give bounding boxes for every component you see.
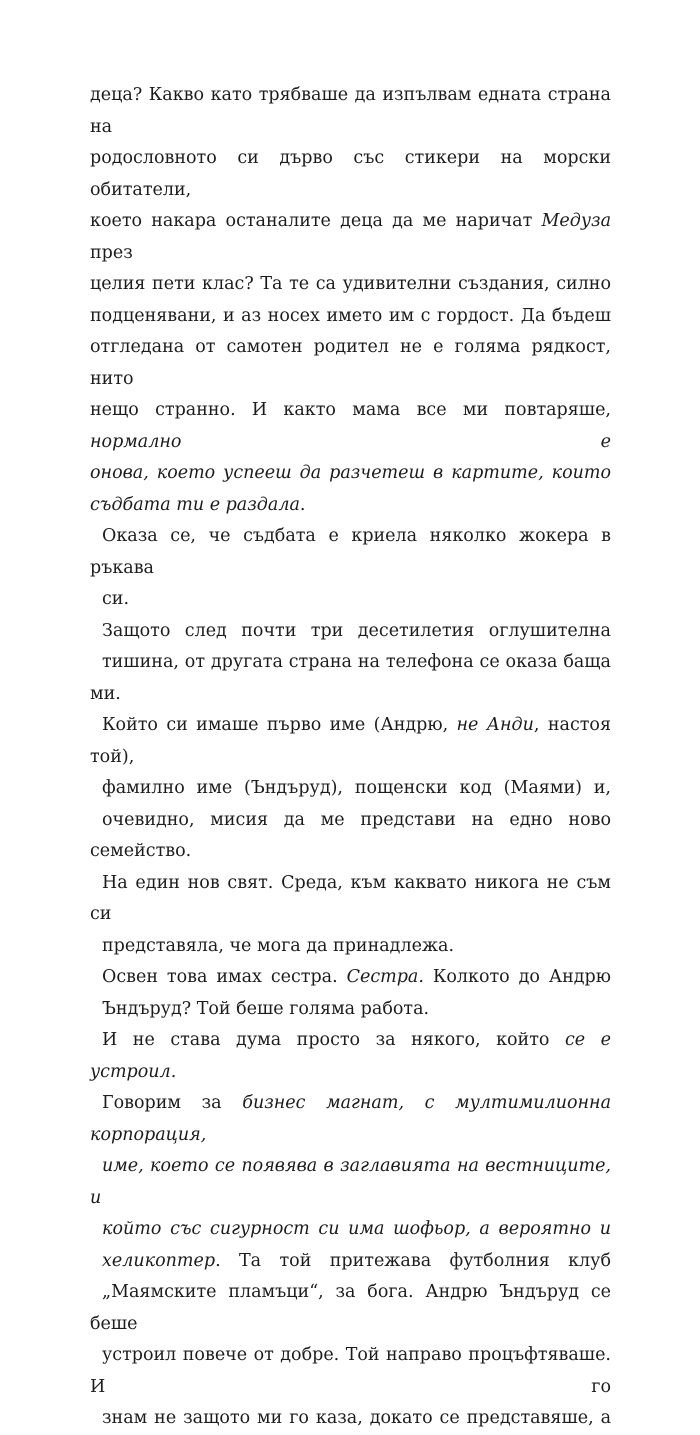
text-line (90, 458, 611, 490)
text-line (90, 994, 611, 1026)
italic-text: нормално е (90, 431, 611, 452)
text-run: фамилно име (Ъндъруд), пощенски код (Маями) и, (102, 778, 611, 798)
italic-text: хеликоптер (102, 1250, 216, 1271)
text-line (90, 80, 611, 143)
paragraph (90, 521, 611, 616)
text-run: Който си имаше първо име (Андрю, (102, 715, 457, 735)
text-run: Колкото до Андрю (423, 967, 611, 987)
italic-text: не Анди (456, 715, 534, 735)
text-line (90, 710, 611, 773)
text-line (90, 143, 611, 206)
text-run: тишина, от другата страна на телефона се оказа баща ми. (90, 652, 611, 704)
text-line (90, 521, 611, 584)
text-line (90, 301, 611, 333)
text-run: представяла, че мога да принадлежа. (102, 935, 455, 956)
paragraph (90, 616, 611, 963)
text-line (90, 1025, 611, 1088)
text-run: На един нов свят. Среда, към каквато никога не съм си (90, 872, 611, 924)
text-line (90, 1214, 611, 1246)
text-line (90, 1340, 611, 1403)
text-line (90, 931, 611, 963)
text-line (90, 962, 611, 994)
text-line (90, 647, 611, 710)
text-run: през (90, 242, 133, 263)
text-line (90, 1088, 611, 1151)
text-run: целия пети клас? Та те са удивителни създания, силно (90, 274, 611, 294)
text-line (90, 868, 611, 931)
text-run: подценявани, и аз носех името им с гордост. Да бъдеш (90, 305, 611, 326)
text-run: Освен това имах сестра. (102, 967, 347, 987)
text-line (90, 490, 611, 522)
italic-text: който със сигурност си има шофьор, а вероятно и (102, 1219, 611, 1239)
text-run: Оказа се, че съдбата е криела няколко жокера в ръкава (90, 526, 611, 578)
text-run: знам не защото ми го каза, докато се представяше, а (102, 1408, 611, 1428)
text-line (90, 1151, 611, 1214)
text-line (90, 395, 611, 458)
text-line (90, 1246, 611, 1278)
text-line (90, 206, 611, 269)
italic-text: онова, което успееш да разчетеш в картите, които (90, 463, 611, 483)
text-run: устроил повече от добре. Той направо процъфтяваше. И го (90, 1345, 611, 1397)
text-line (90, 805, 611, 868)
text-line (90, 584, 611, 616)
text-run: си. (102, 589, 130, 609)
text-run: Говорим за (102, 1093, 243, 1113)
text-run: . (299, 494, 306, 515)
text-run: деца? Какво като трябваше да изпълвам едната страна на (90, 85, 611, 137)
italic-text: бизнес магнат, с мултимилионна корпорация, (90, 1093, 612, 1145)
text-run: . Та той притежава футболния клуб (215, 1250, 611, 1271)
text-run: Защото след почти три десетилетия оглушителна (102, 620, 611, 641)
text-run: И не става дума просто за някого, който (102, 1030, 565, 1050)
italic-text: Сестра. (346, 967, 424, 987)
text-run: което накара останалите деца да ме наричат (90, 211, 542, 231)
text-line (90, 616, 611, 648)
text-line (90, 269, 611, 301)
text-line (90, 1277, 611, 1340)
text-line (90, 773, 611, 805)
italic-text: се е устроил. (90, 1030, 611, 1082)
text-run: отгледана от самотен родител не е голяма рядкост, нито (90, 337, 611, 389)
book-page-text (90, 80, 611, 1435)
text-run: родословното си дърво със стикери на морски обитатели, (90, 148, 611, 200)
text-run: очевидно, мисия да ме представи на едно ново семейство. (90, 809, 611, 861)
text-run: „Маямските пламъци“, за бога. Андрю Ъндъруд се беше (90, 1282, 611, 1334)
italic-text: Медуза (541, 211, 611, 231)
paragraph (90, 80, 611, 521)
italic-text: съдбата ти е раздала (90, 494, 300, 515)
paragraph (90, 962, 611, 1025)
text-line (90, 1403, 611, 1435)
text-line (90, 332, 611, 395)
italic-text: име, което се появява в заглавията на вестниците, и (90, 1156, 611, 1208)
text-run: Ъндъруд? Той беше голяма работа. (102, 998, 430, 1019)
text-run: , настоя той), (90, 715, 612, 767)
text-run: нещо странно. И както мама все ми повтаряше, (90, 400, 611, 420)
paragraph (90, 1025, 611, 1435)
